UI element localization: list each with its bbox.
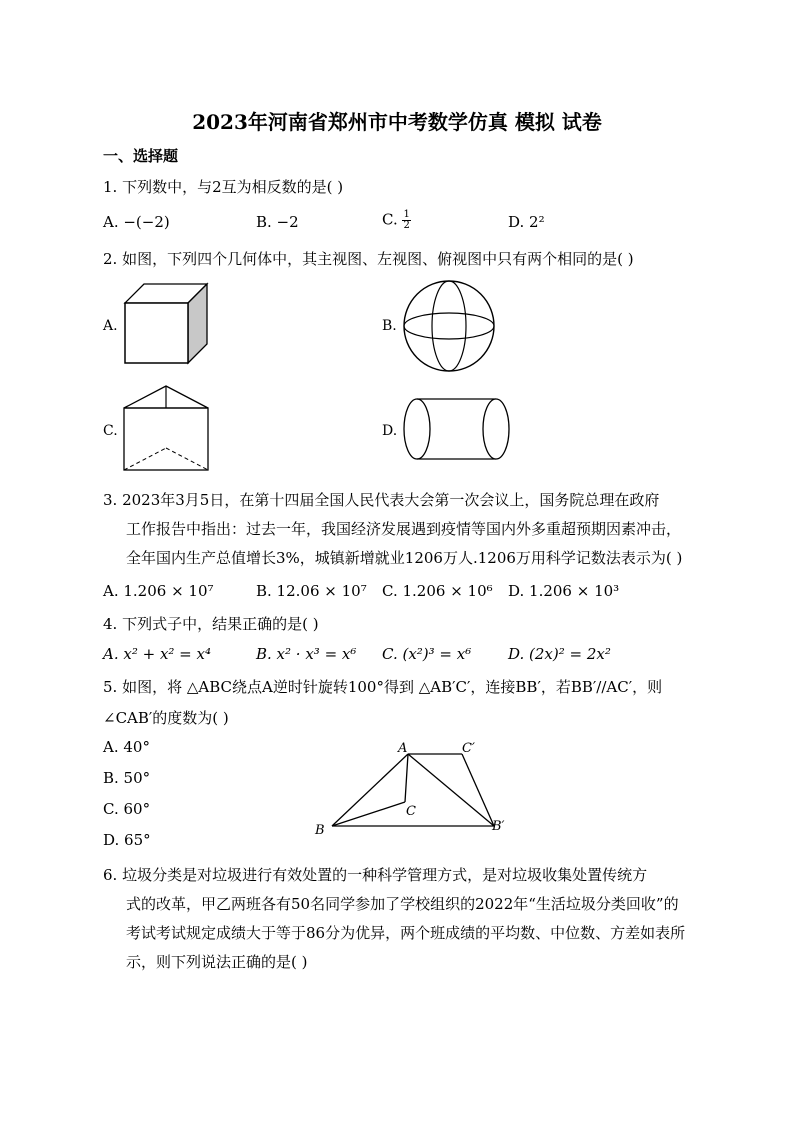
question-6-line-2: 式的改革，甲乙两班各有50名同学参加了学校组织的2022年“生活垃圾分类回收”的 [126,895,679,913]
q5-option-c: C. 60° [103,800,151,818]
q2-option-a-label: A. [103,318,118,334]
q2-option-d-label: D. [382,423,398,439]
question-1-stem: 1. 下列数中，与2互为相反数的是( ) [103,178,344,196]
cube-figure [122,281,212,367]
cylinder-figure [400,395,514,465]
q1-option-c-label: C. [382,210,403,229]
question-6-line-1: 6. 垃圾分类是对垃圾进行有效处置的一种科学管理方式，是对垃圾收集处置传统方 [103,866,648,884]
q1-option-d: D. 2² [508,213,545,231]
section-heading: 一、选择题 [103,147,179,165]
question-2-stem: 2. 如图，下列四个几何体中，其主视图、左视图、俯视图中只有两个相同的是( ) [103,250,634,268]
page-title: 2023年河南省郑州市中考数学仿真 模拟 试卷 [192,110,602,134]
rotation-triangle-figure [310,740,520,840]
q5-option-a: A. 40° [103,738,150,756]
question-3-line-2: 工作报告中指出：过去一年，我国经济发展遇到疫情等国内外多重超预期因素冲击， [126,520,682,538]
triangular-prism-figure [120,383,212,475]
question-5-line-2: ∠CAB′的度数为( ) [103,709,229,727]
q1-option-b: B. −2 [256,213,299,231]
vertex-label-c-prime: C′ [462,741,475,756]
fraction-numerator: 1 [403,209,410,220]
question-6-line-3: 考试考试规定成绩大于等于86分为优异，两个班成绩的平均数、中位数、方差如表所 [126,924,686,942]
q4-option-b: B. x² · x³ = x⁶ [256,645,357,663]
q3-option-c: C. 1.206 × 10⁶ [382,582,493,600]
q4-option-d: D. (2x)² = 2x² [508,645,611,663]
question-6-line-4: 示，则下列说法正确的是( ) [126,953,308,971]
sphere-figure [400,277,498,375]
vertex-label-b-prime: B′ [492,819,505,834]
q3-option-a: A. 1.206 × 10⁷ [103,582,214,600]
question-3-line-1: 3. 2023年3月5日，在第十四届全国人民代表大会第一次会议上，国务院总理在政府 [103,491,660,509]
q5-option-b: B. 50° [103,769,151,787]
vertex-label-c: C [406,804,416,819]
question-4-stem: 4. 下列式子中，结果正确的是( ) [103,615,319,633]
q4-option-a: A. x² + x² = x⁴ [103,645,211,663]
vertex-label-b: B [315,823,325,838]
q2-option-c-label: C. [103,423,118,439]
q1-option-c [382,210,411,231]
question-5-line-1: 5. 如图，将 △ABC绕点A逆时针旋转100°得到 △AB′C′，连接BB′，若BB′//AC′，则 [103,678,663,696]
fraction [402,210,410,231]
q5-option-d: D. 65° [103,831,151,849]
question-3-line-3: 全年国内生产总值增长3%，城镇新增就业1206万人.1206万用科学记数法表示为( ) [126,549,683,567]
q4-option-c: C. (x²)³ = x⁶ [382,645,472,663]
q3-option-d: D. 1.206 × 10³ [508,582,620,600]
vertex-label-a: A [398,741,408,756]
q2-option-b-label: B. [382,318,397,334]
fraction-denominator: 2 [403,220,410,231]
q3-option-b: B. 12.06 × 10⁷ [256,582,367,600]
q1-option-a: A. −(−2) [103,213,170,231]
